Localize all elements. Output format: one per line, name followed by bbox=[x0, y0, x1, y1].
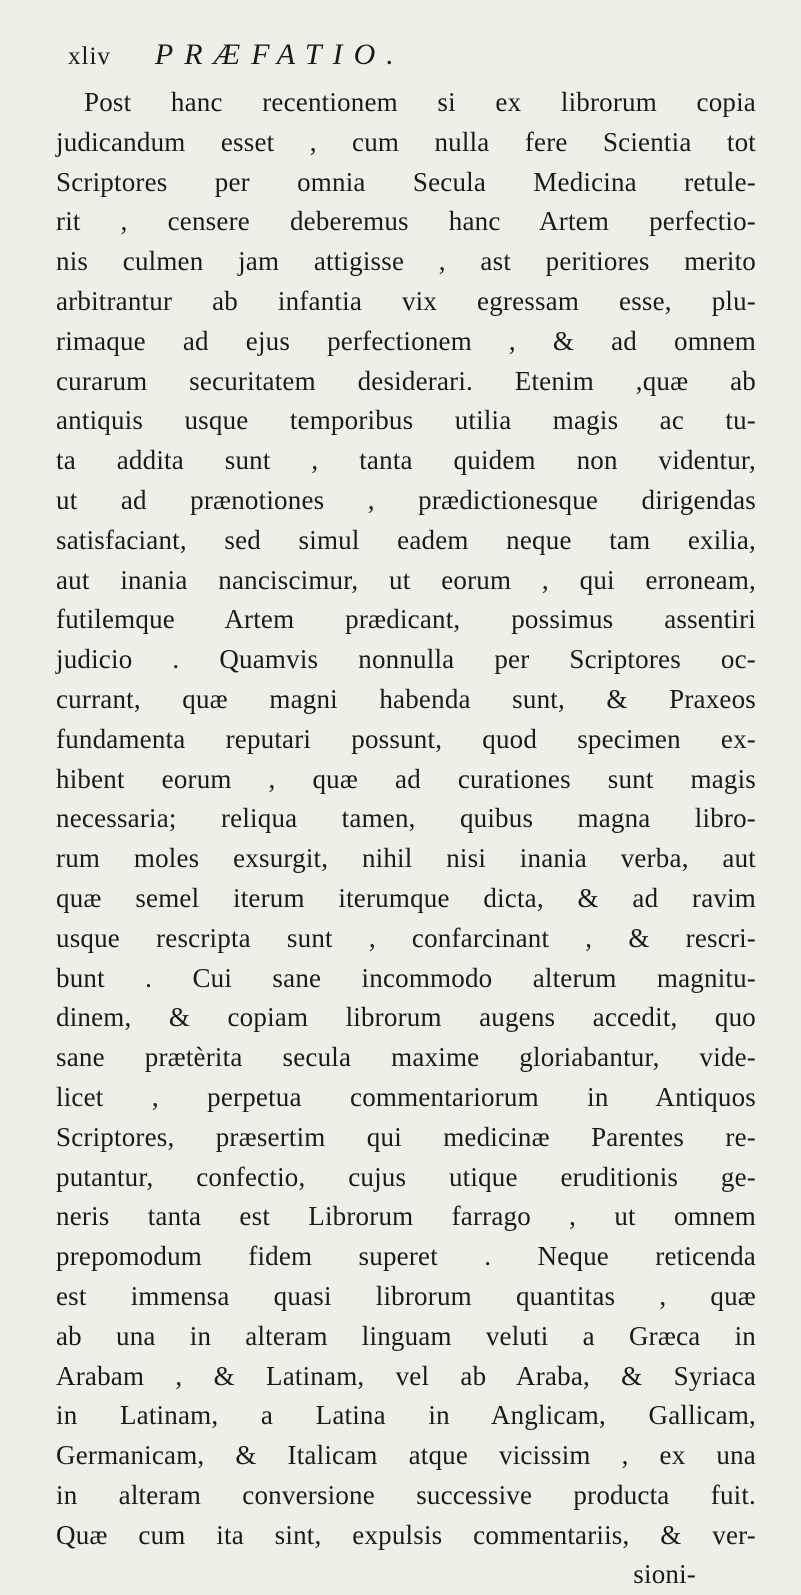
text-line: hibent eorum , quæ ad curationes sunt magis bbox=[56, 763, 756, 794]
text-line: fundamenta reputari possunt, quod specimen ex- bbox=[56, 723, 756, 754]
text-line: rimaque ad ejus perfectionem , & ad omnem bbox=[56, 325, 756, 356]
text-line: necessaria; reliqua tamen, quibus magna libro- bbox=[56, 803, 756, 834]
text-line: sane prætèrita secula maxime gloriabantur, vide- bbox=[56, 1042, 756, 1073]
text-line: Post hanc recentionem si ex librorum copia bbox=[84, 87, 756, 117]
text-line: satisfaciant, sed simul eadem neque tam exilia, bbox=[56, 524, 756, 555]
text-line: ta addita sunt , tanta quidem non videntur, bbox=[56, 445, 756, 476]
page-header bbox=[68, 38, 405, 78]
text-line: currant, quæ magni habenda sunt, & Praxeos bbox=[56, 683, 756, 714]
catchword: sioni- bbox=[633, 1559, 696, 1590]
text-line: in Latinam, a Latina in Anglicam, Gallicam, bbox=[56, 1400, 756, 1431]
text-line: futilemque Artem prædicant, possimus assentiri bbox=[56, 604, 756, 635]
text-line: rum moles exsurgit, nihil nisi inania verba, aut bbox=[56, 843, 756, 874]
text-line: ut ad prænotiones , prædictionesque dirigendas bbox=[56, 484, 756, 515]
text-line: est immensa quasi librorum quantitas , quæ bbox=[56, 1280, 756, 1311]
text-line: usque rescripta sunt , confarcinant , & rescri- bbox=[56, 922, 756, 953]
text-line: Scriptores per omnia Secula Medicina retule- bbox=[56, 166, 756, 197]
text-line: nis culmen jam attigisse , ast peritiores merito bbox=[56, 246, 756, 277]
text-line: Arabam , & Latinam, vel ab Araba, & Syriaca bbox=[56, 1360, 756, 1391]
page-number: xliv bbox=[68, 43, 111, 70]
text-line: in alteram conversione successive producta fuit. bbox=[56, 1479, 756, 1510]
text-line: Quæ cum ita sint, expulsis commentariis, & ver- bbox=[56, 1519, 756, 1550]
text-line: Germanicam, & Italicam atque vicissim , ex una bbox=[56, 1440, 756, 1471]
text-line: aut inania nanciscimur, ut eorum , qui erroneam, bbox=[56, 564, 756, 595]
text-line: judicandum esset , cum nulla fere Scientia tot bbox=[56, 126, 756, 157]
text-line: bunt . Cui sane incommodo alterum magnitu- bbox=[56, 962, 756, 993]
text-line: antiquis usque temporibus utilia magis ac tu- bbox=[56, 405, 756, 436]
text-line: rit , censere deberemus hanc Artem perfectio- bbox=[56, 206, 756, 237]
text-line: putantur, confectio, cujus utique eruditionis ge- bbox=[56, 1161, 756, 1192]
running-title: PRÆFATIO. bbox=[154, 38, 405, 71]
text-line: dinem, & copiam librorum augens accedit, quo bbox=[56, 1002, 756, 1033]
text-line: Scriptores, præsertim qui medicinæ Parentes re- bbox=[56, 1121, 756, 1152]
body-text bbox=[56, 83, 756, 1595]
text-line: neris tanta est Librorum farrago , ut omnem bbox=[56, 1201, 756, 1232]
text-line: ab una in alteram linguam veluti a Græca in bbox=[56, 1320, 756, 1351]
text-line: quæ semel iterum iterumque dicta, & ad ravim bbox=[56, 882, 756, 913]
text-line: licet , perpetua commentariorum in Antiquos bbox=[56, 1081, 756, 1112]
text-line: curarum securitatem desiderari. Etenim ,quæ ab bbox=[56, 365, 756, 396]
text-line: prepomodum fidem superet . Neque reticenda bbox=[56, 1241, 756, 1272]
text-line: judicio . Quamvis nonnulla per Scriptores oc- bbox=[56, 644, 756, 675]
text-line: arbitrantur ab infantia vix egressam esse, plu- bbox=[56, 285, 756, 316]
